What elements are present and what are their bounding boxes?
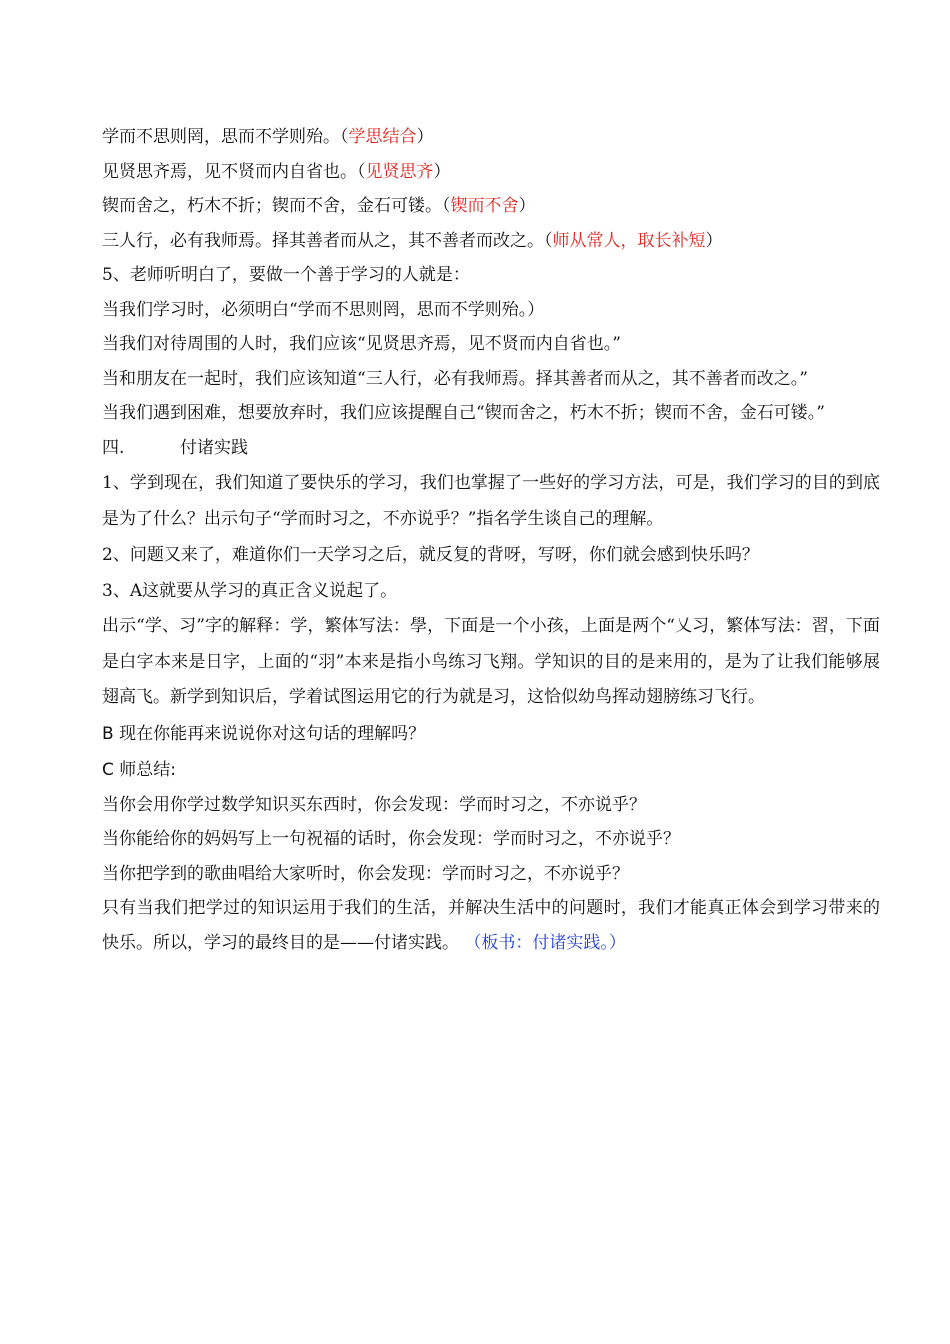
quote-text: 三人行，必有我师焉。择其善者而从之，其不善者而改之。（ xyxy=(102,230,553,251)
section-heading xyxy=(102,431,880,466)
closing-paren: ） xyxy=(433,161,451,182)
red-annotation: 锲而不舍 xyxy=(450,196,519,216)
summary-intro: 5、老师听明白了，要做一个善于学习的人就是： xyxy=(102,265,470,285)
closing-paren: ） xyxy=(416,127,434,147)
paragraph-c: C 师总结: xyxy=(102,759,177,780)
document-page xyxy=(102,120,880,960)
conclusion-paragraph xyxy=(102,891,880,960)
quote-line-2 xyxy=(102,155,880,190)
blue-annotation: （板书：付诸实践。） xyxy=(464,932,626,953)
quote-line-1 xyxy=(102,120,880,155)
paragraph-3 xyxy=(102,573,880,609)
red-annotation: 师从常人，取长补短 xyxy=(552,230,706,251)
quote-line-4 xyxy=(102,224,880,259)
example-math: 当你会用你学过数学知识买东西时，你会发现：学而时习之，不亦说乎？ xyxy=(102,794,646,815)
example-mother: 当你能给你的妈妈写上一句祝福的话时，你会发现：学而时习之，不亦说乎？ xyxy=(102,829,680,849)
conclusion-text: 只有当我们把学过的知识运用于我们的生活，并解决生活中的问题时，我们才能真正体会到学习带来的快乐。所以，学习的最终目的是——付诸实践。 xyxy=(102,898,880,953)
paragraph-3-number: 3、A xyxy=(102,581,143,601)
paragraph-3-text: 这就要从学习的真正含义说起了。 xyxy=(142,581,398,601)
character-explanation: 出示“学、习”字的解释：学，繁体写法：學，下面是一个小孩，上面是两个“乂习，繁体写法：習，下面是白字本来是日字，上面的“羽”本来是指小鸟练习飞翔。学知识的目的是来用的，是为了让我们能够展翅高飞。新学到知识后，学着试图运用它的行为就是习，这恰似幼鸟挥动翅膀练习飞行。 xyxy=(102,616,880,707)
paragraph-2: 2、问题又来了，难道你们一天学习之后，就反复的背呀，写呀，你们就会感到快乐吗？ xyxy=(102,545,759,565)
summary-line-people: 当我们对待周围的人时，我们应该“见贤思齐焉，见不贤而内自省也。” xyxy=(102,334,621,354)
summary-line-difficulty: 当我们遇到困难，想要放弃时，我们应该提醒自己“锲而舍之，朽木不折；锲而不舍，金石可镂。” xyxy=(102,403,825,423)
example-song: 当你把学到的歌曲唱给大家听时，你会发现：学而时习之，不亦说乎？ xyxy=(102,863,629,884)
section-title: 付诸实践 xyxy=(180,437,248,458)
quote-text: 学而不思则罔，思而不学则殆。（ xyxy=(102,127,349,147)
closing-paren: ） xyxy=(518,196,536,216)
quote-text: 锲而舍之，朽木不折；锲而不舍，金石可镂。（ xyxy=(102,196,451,216)
quote-line-3 xyxy=(102,189,880,224)
paragraph-b: B 现在你能再来说说你对这句话的理解吗？ xyxy=(102,723,426,744)
paragraph-1: 1、学到现在，我们知道了要快乐的学习，我们也掌握了一些好的学习方法，可是，我们学习的目的到底是为了什么？出示句子“学而时习之，不亦说乎？”指名学生谈自己的理解。 xyxy=(102,473,880,529)
summary-line-friends: 当和朋友在一起时，我们应该知道“三人行，必有我师焉。择其善者而从之，其不善者而改之。” xyxy=(102,368,808,389)
section-number: 四. xyxy=(102,437,125,458)
red-annotation: 学思结合 xyxy=(348,127,417,147)
summary-line-study: 当我们学习时，必须明白“学而不思则罔，思而不学则殆。） xyxy=(102,299,545,320)
closing-paren: ） xyxy=(705,230,723,251)
quote-text: 见贤思齐焉，见不贤而内自省也。（ xyxy=(102,161,366,182)
red-annotation: 见贤思齐 xyxy=(365,161,434,182)
